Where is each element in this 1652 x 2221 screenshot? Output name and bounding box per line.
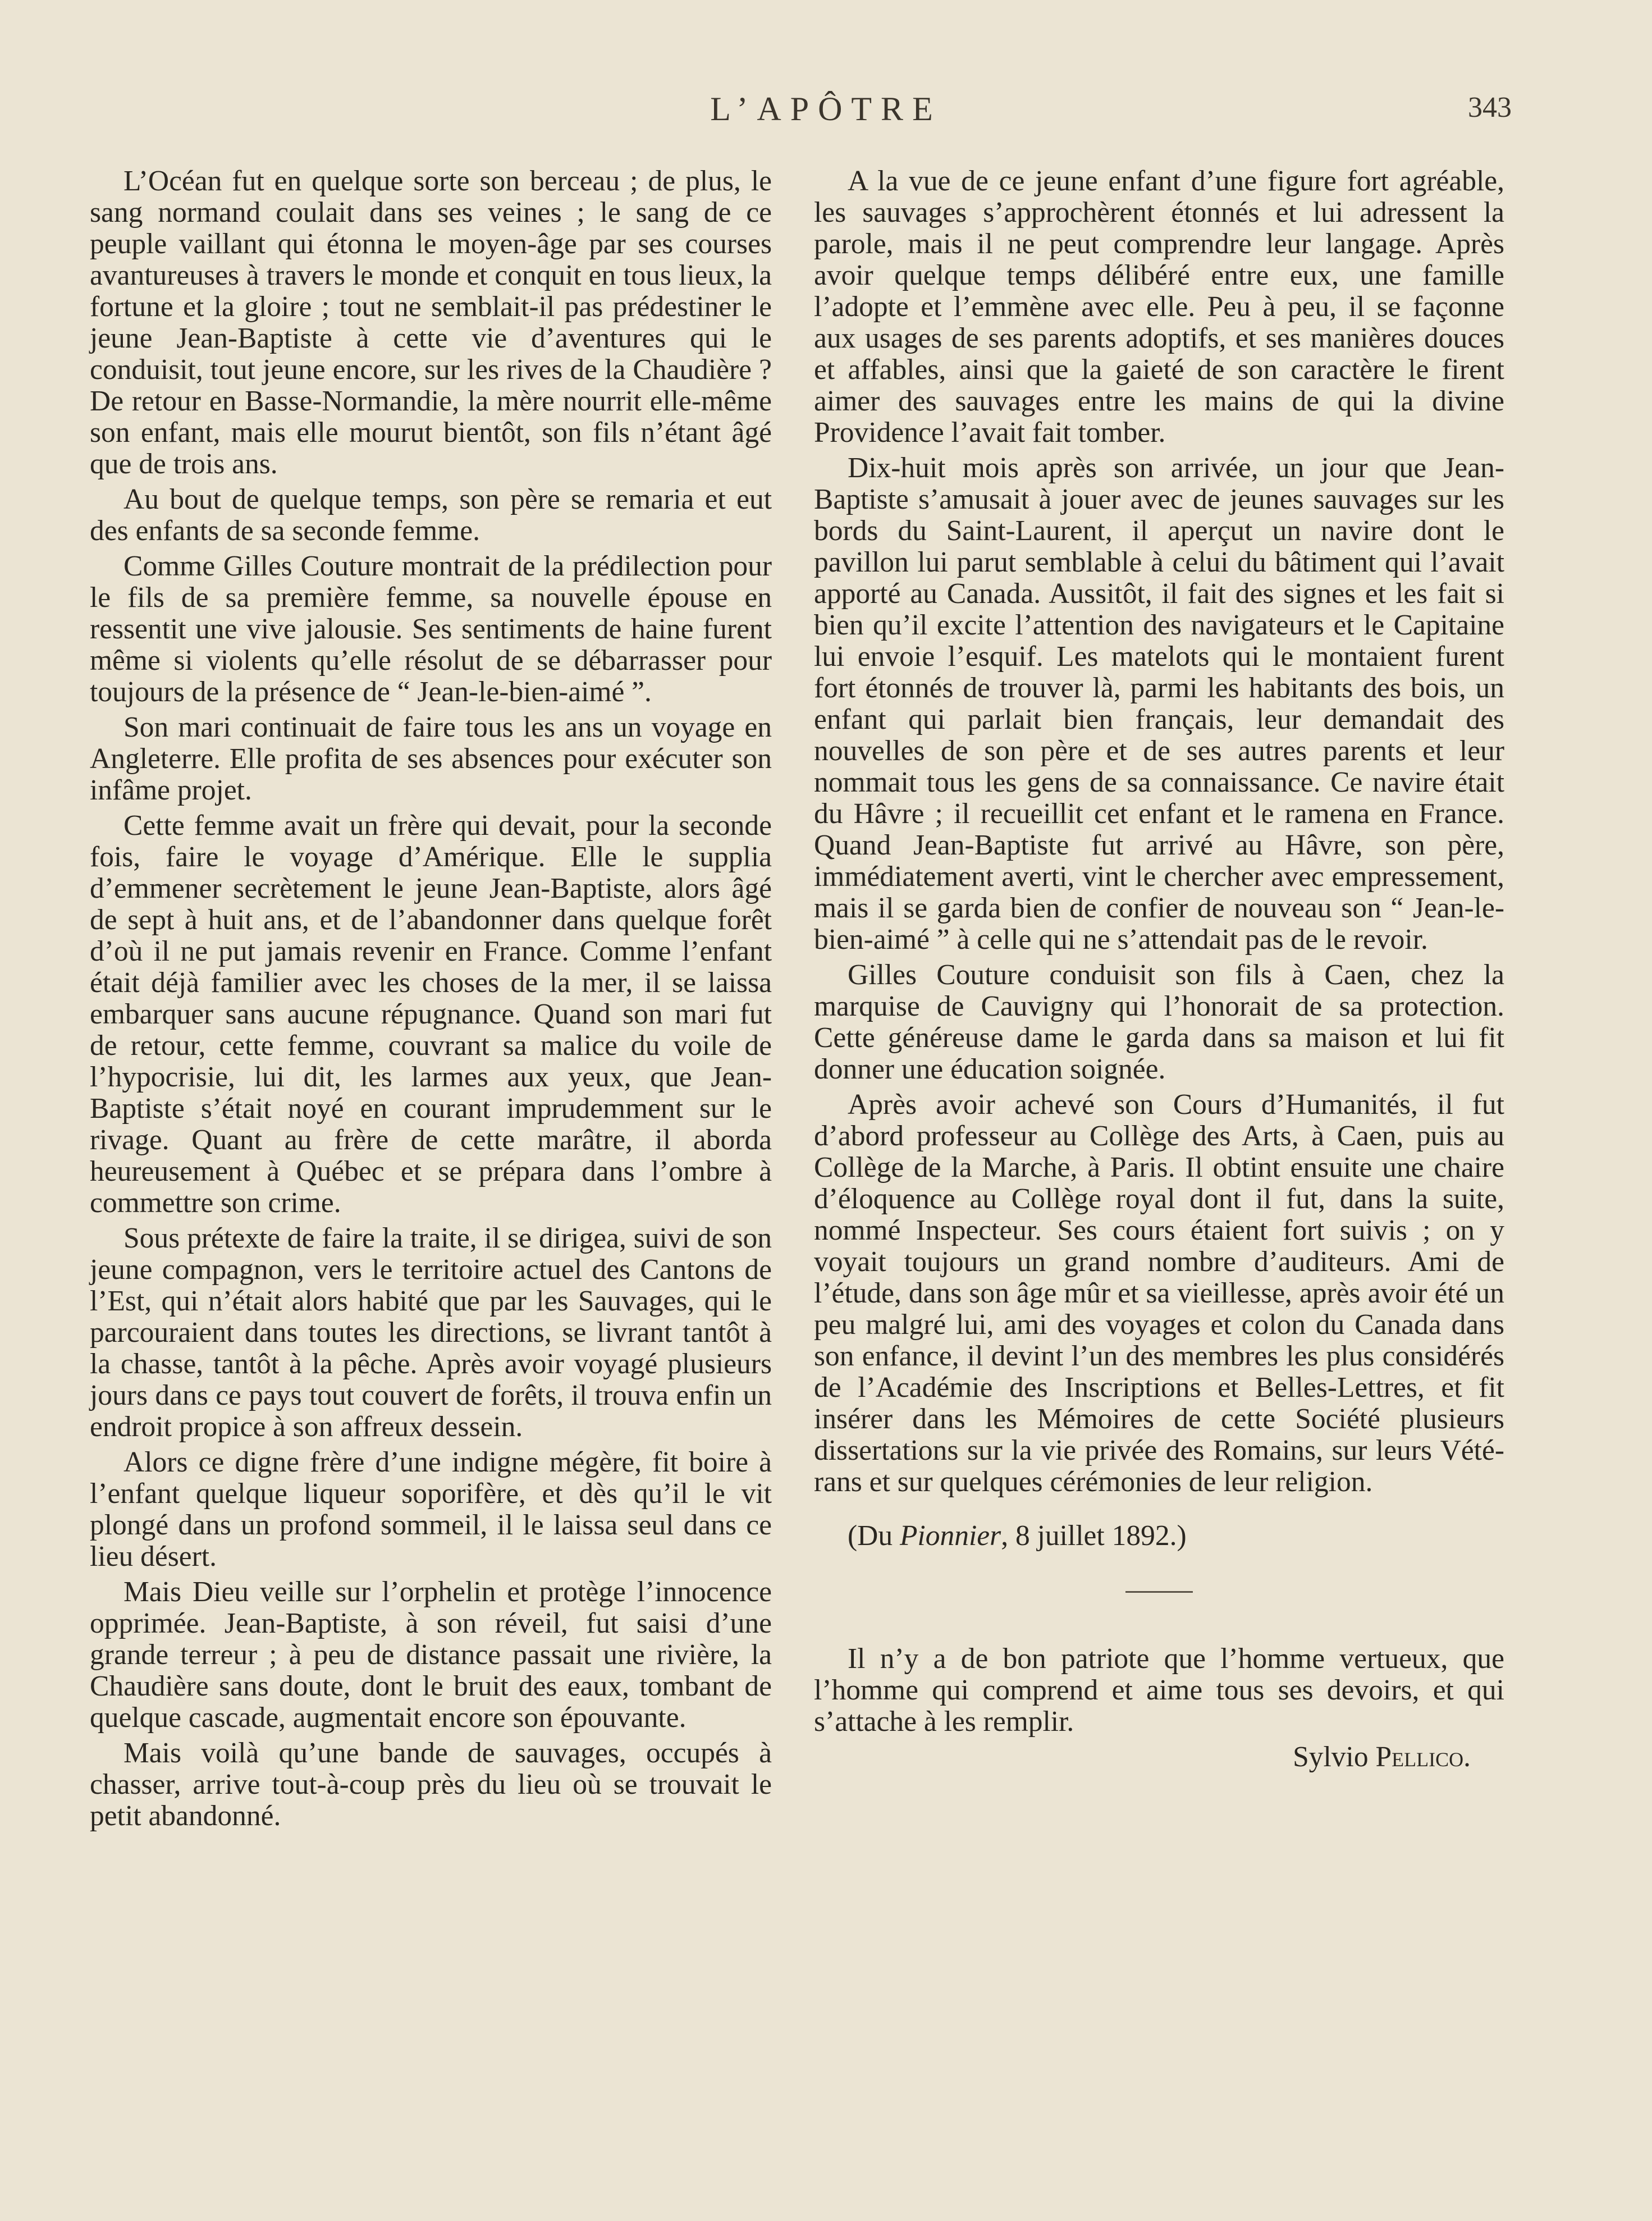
quote-text: Il n’y a de bon patriote que l’homme vertueux, que l’homme qui comprend et aime tous ses devoirs, et qui s’attache à les remplir. <box>814 1643 1504 1738</box>
paragraph: Après avoir achevé son Cours d’Humanités, il fut d’abord professeur au Collège des Arts, à Caen, puis au Collège de la Marche, à Paris. Il obtint ensuite une chaire d’éloquence au Collège royal dont il fut, dans la suite, nommé Inspecteur. Ses cours étaient fort suivis ; on y voyait toujours un grand nombre d’auditeurs. Ami de l’étude, dans son âge mûr et sa vieillesse, après avoir été un peu malgré lui, ami des voyages et colon du Canada dans son enfance, il devint l’un des membres les plus considérés de l’Académie des Inscriptions et Belles-Lettres, et fit insérer dans les Mémoires de cette Société plusieurs dissertations sur la vie privée des Romains, sur leurs Vétérans et sur quelques cérémonies de leur religion. <box>814 1089 1504 1498</box>
paragraph: Sous prétexte de faire la traite, il se dirigea, suivi de son jeune compagnon, vers le territoire actuel des Cantons de l’Est, qui n’était alors habité que par les Sauvages, qui le parcouraient dans toutes les directions, se livrant tantôt à la chasse, tantôt à la pêche. Après avoir voyagé plusieurs jours dans ce pays tout couvert de forêts, il trouva enfin un endroit propice à son affreux dessein. <box>90 1222 772 1443</box>
paragraph: Dix-huit mois après son arrivée, un jour que Jean-Baptiste s’amusait à jouer avec de jeunes sauvages sur les bords du Saint-Laurent, il aperçut un navire dont le pavillon lui parut semblable à celui du bâtiment qui l’avait apporté au Canada. Aussitôt, il fait des signes et les fait si bien qu’il excite l’attention des navigateurs et le Capitaine lui envoie l’esquif. Les matelots qui le montaient furent fort étonnés de trouver là, parmi les habitants des bois, un enfant qui parlait bien français, leur demandait des nouvelles de son père et de ses autres parents et leur nommait tous les gens de sa connaissance. Ce navire était du Hâvre ; il recueillit cet enfant et le ramena en France. Quand Jean-Baptiste fut arrivé au Hâvre, son père, immédiatement averti, vint le chercher avec empressement, mais il se garda bien de confier de nouveau son “ Jean-le-bien-aimé ” à celle qui ne s’attendait pas de le revoir. <box>814 452 1504 956</box>
source-citation <box>814 1520 1504 1552</box>
paragraph: Mais voilà qu’une bande de sauvages, occupés à chasser, arrive tout-à-coup près du lieu où se trouvait le petit abandonné. <box>90 1737 772 1832</box>
page-header <box>0 90 1652 140</box>
section-divider <box>1125 1591 1193 1593</box>
paragraph: Comme Gilles Couture montrait de la prédilection pour le fils de sa première femme, sa nouvelle épouse en ressentit une vive jalousie. Ses sentiments de haine furent même si violents qu’elle résolut de se débarrasser pour toujours de la présence de “ Jean-le-bien-aimé ”. <box>90 550 772 708</box>
paragraph: A la vue de ce jeune enfant d’une figure fort agréable, les sauvages s’approchèrent étonnés et lui adressent la parole, mais il ne peut comprendre leur langage. Après avoir quelque temps délibéré entre eux, une famille l’adopte et l’emmène avec elle. Peu à peu, il se façonne aux usages de ses parents adoptifs, et ses manières douces et affables, ainsi que la gaieté de son caractère le firent aimer des sauvages entre les mains de qui la divine Providence l’avait fait tomber. <box>814 165 1504 449</box>
paragraph: Cette femme avait un frère qui devait, pour la seconde fois, faire le voyage d’Amérique. Elle le supplia d’emmener secrètement le jeune Jean-Baptiste, alors âgé de sept à huit ans, et de l’abandonner dans quelque forêt d’où il ne put jamais revenir en France. Comme l’enfant était déjà familier avec les choses de la mer, il se laissa embarquer sans aucune répugnance. Quand son mari fut de retour, cette femme, couvrant sa malice du voile de l’hypocrisie, lui dit, les larmes aux yeux, que Jean-Baptiste s’était noyé en courant imprudemment sur le rivage. Quant au frère de cette marâtre, il aborda heureusement à Québec et se prépara dans l’ombre à commettre son crime. <box>90 810 772 1219</box>
author-first-name: Sylvio <box>1293 1741 1369 1773</box>
right-column <box>814 166 1504 1777</box>
paragraph: Mais Dieu veille sur l’orphelin et protège l’innocence opprimée. Jean-Baptiste, à son réveil, fut saisi d’une grande terreur ; à peu de distance passait une rivière, la Chaudière sans doute, dont le bruit des eaux, tombant de quelque cascade, augmentait encore son épouvante. <box>90 1576 772 1734</box>
paragraph: Alors ce digne frère d’une indigne mégère, fit boire à l’enfant quelque liqueur soporifère, et dès qu’il le vit plongé dans un profond sommeil, il le laissa seul dans ce lieu désert. <box>90 1446 772 1573</box>
author-last-name: Pellico. <box>1375 1741 1471 1773</box>
paragraph: Son mari continuait de faire tous les ans un voyage en Angleterre. Elle profita de ses absences pour exécuter son infâme projet. <box>90 711 772 806</box>
paragraph: Gilles Couture conduisit son fils à Caen, chez la marquise de Cauvigny qui l’honorait de sa protection. Cette généreuse dame le garda dans sa maison et lui fit donner une éducation soignée. <box>814 959 1504 1085</box>
source-prefix: (Du <box>848 1520 900 1552</box>
paragraph: Au bout de quelque temps, son père se remaria et eut des enfants de sa seconde femme. <box>90 483 772 547</box>
page-number: 343 <box>1468 92 1512 124</box>
source-suffix: , 8 juillet 1892.) <box>1001 1520 1187 1552</box>
quote-block <box>814 1643 1504 1773</box>
running-title: L’APÔTRE <box>710 90 942 127</box>
quote-author <box>814 1742 1504 1773</box>
paragraph: L’Océan fut en quelque sorte son berceau ; de plus, le sang normand coulait dans ses veines ; le sang de ce peuple vaillant qui étonna le moyen-âge par ses courses avantureuses à travers le monde et conquit en tous lieux, la fortune et la gloire ; tout ne semblait-il pas prédestiner le jeune Jean-Baptiste à cette vie d’aventures qui le conduisit, tout jeune encore, sur les rives de la Chaudière ? De retour en Basse-Normandie, la mère nourrit elle-même son enfant, mais elle mourut bientôt, son fils n’étant âgé que de trois ans. <box>90 165 772 480</box>
source-journal: Pionnier <box>899 1520 1001 1552</box>
left-column <box>90 166 772 1836</box>
